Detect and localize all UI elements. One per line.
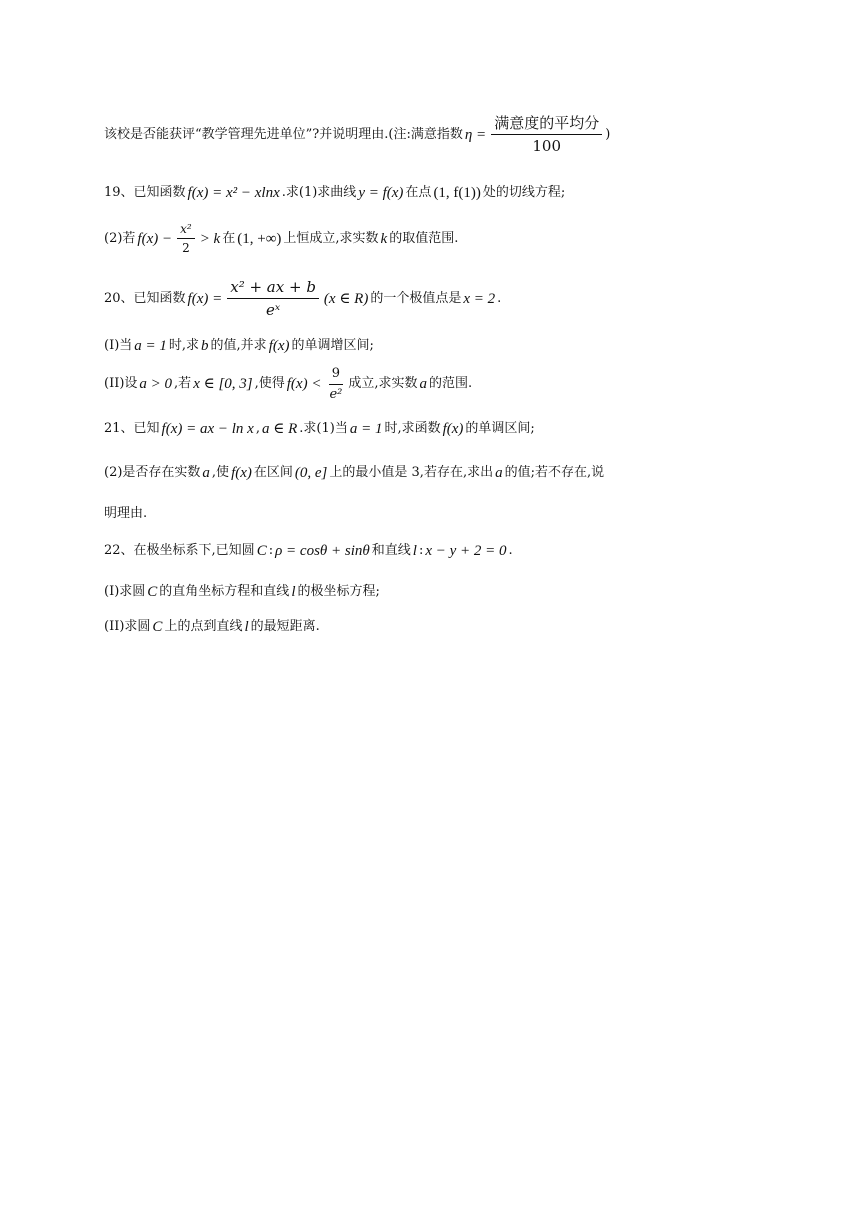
q20-part2-b: ,若: [174, 376, 192, 392]
q22-colon-1: :: [268, 543, 274, 559]
q20-part2-c: ,使得: [254, 376, 285, 392]
q19-text-b: .求(1)求曲线: [281, 185, 357, 201]
q21-part2-var: a: [202, 465, 210, 481]
q19-point: (1, f(1)): [433, 185, 481, 201]
q20-part1-d: 的单调增区间;: [291, 338, 374, 354]
q20-text-c: .: [497, 290, 502, 306]
q21-part2-d: 上的最小值是 3,若存在,求出: [329, 465, 494, 481]
q20-intro: 20、已知函数: [104, 290, 186, 306]
q19-part2-b: 在: [222, 231, 236, 247]
q20-part2-intro: (II)设: [104, 376, 138, 392]
q19-part2-c: 上恒成立,求实数: [283, 231, 379, 247]
q20-part1-cond: a = 1: [134, 338, 167, 354]
q21-line3: [104, 506, 764, 522]
q21-fx: f(x): [442, 421, 464, 437]
q21-cond: a = 1: [349, 421, 383, 437]
q18-close: ): [605, 126, 611, 142]
q18-text: 该校是否能获评“教学管理先进单位”?并说明理由.(注:满意指数: [104, 126, 463, 142]
q20-part2-frac-num: 9: [329, 366, 343, 385]
q22-part1: [104, 583, 764, 601]
q22-part1-C: C: [147, 584, 158, 600]
q18-fraction: [491, 114, 602, 155]
q20-part2-d: 成立,求实数: [348, 376, 418, 392]
q20-part1-intro: (I)当: [104, 338, 133, 354]
q22-part2-l: l: [244, 619, 249, 635]
q22-line-eq: x − y + 2 = 0: [425, 543, 507, 559]
q22-part2-C: C: [152, 619, 163, 635]
q19-line1: [104, 184, 764, 202]
q21-text-d: 的单调区间;: [465, 421, 535, 437]
q19-var-k: k: [380, 230, 388, 247]
q22-colon-2: :: [418, 543, 424, 559]
q20-text-b: 的一个极值点是: [370, 290, 462, 306]
q21-text-c: 时,求函数: [384, 421, 441, 437]
q20-part2-ineq: f(x) <: [286, 376, 322, 393]
q20-part1-b: 时,求: [168, 338, 200, 354]
q19-fraction: [177, 222, 195, 256]
q20-part2-x: x ∈ [0, 3]: [193, 376, 253, 393]
q20-part1: [104, 337, 764, 355]
q19-function: f(x) = x² − xlnx: [187, 185, 280, 201]
q22-period: .: [508, 543, 513, 559]
q22-part1-intro: (I)求圆: [104, 584, 146, 600]
q21-part2-fx: f(x): [231, 465, 252, 481]
q20-part2-e: 的范围.: [429, 376, 473, 392]
q20-line1: [104, 278, 764, 319]
q21-part2-var2: a: [495, 465, 503, 481]
q20-fraction: [227, 278, 319, 319]
q19-expr-left: f(x) −: [137, 230, 173, 247]
q21-line2: [104, 464, 764, 482]
q19-part2-d: 的取值范围.: [389, 231, 459, 247]
q19-intro: 19、已知函数: [104, 185, 186, 201]
q19-frac-num: x²: [177, 222, 195, 239]
q19-expr-right: > k: [199, 230, 221, 247]
q19-interval: (1, +∞): [237, 230, 282, 247]
q19-curve: y = f(x): [358, 185, 404, 201]
q20-frac-den: eˣ: [265, 301, 281, 319]
q20-part2-var: a: [419, 376, 427, 393]
q21-part2-interval: (0, e]: [294, 465, 328, 481]
q22-part1-b: 的直角坐标方程和直线: [159, 584, 290, 600]
q18-frac-num: 满意度的平均分: [491, 114, 602, 135]
q21-part2-tail: 明理由.: [104, 506, 148, 521]
q21-function: f(x) = ax − ln x: [161, 421, 254, 437]
q20-part2-frac-den: e²: [329, 386, 343, 402]
q19-text-d: 处的切线方程;: [482, 185, 566, 201]
q19-text-c: 在点: [405, 185, 432, 201]
q18-tail-line: [104, 114, 764, 155]
q20-part1-fx: f(x): [268, 338, 290, 354]
q22-line-l: l: [412, 543, 417, 559]
q21-domain: a ∈ R: [261, 421, 298, 437]
q22-part2-c: 的最短距离.: [250, 619, 320, 635]
q21-part2-c: 在区间: [253, 465, 293, 481]
q21-part2-intro: (2)是否存在实数: [104, 465, 201, 481]
q22-part2-intro: (II)求圆: [104, 619, 151, 635]
q18-eta: η =: [464, 126, 487, 143]
q21-sep: ,: [255, 421, 260, 437]
q22-line1: [104, 542, 764, 560]
q21-text-b: .求(1)当: [299, 421, 348, 437]
q22-part1-l: l: [291, 584, 296, 600]
q21-line1: [104, 420, 764, 438]
q21-part2-b: ,使: [211, 465, 230, 481]
q22-intro: 22、在极坐标系下,已知圆: [104, 543, 255, 559]
q19-frac-den: 2: [182, 241, 190, 256]
q22-part1-c: 的极坐标方程;: [297, 584, 380, 600]
q22-text-c: 和直线: [371, 543, 411, 559]
q20-domain: (x ∈ R): [323, 290, 369, 307]
q19-part2-intro: (2)若: [104, 231, 136, 247]
q22-part2: [104, 618, 764, 636]
q20-part1-var: b: [201, 338, 209, 354]
q22-part2-b: 上的点到直线: [164, 619, 243, 635]
q20-part2-fraction: [326, 366, 345, 402]
q20-extreme-point: x = 2: [463, 290, 496, 307]
q18-frac-den: 100: [532, 137, 562, 155]
q19-line2: [104, 222, 764, 256]
q20-frac-num: x² + ax + b: [227, 278, 319, 299]
q22-circle-C: C: [256, 543, 267, 559]
q21-intro: 21、已知: [104, 421, 160, 437]
q20-function: f(x) =: [187, 290, 223, 307]
q20-part2: [104, 366, 764, 402]
q21-part2-e: 的值;若不存在,说: [504, 465, 605, 481]
q22-polar-eq: ρ = cosθ + sinθ: [275, 543, 370, 559]
q20-part2-cond: a > 0: [139, 376, 173, 393]
q20-part1-c: 的值,并求: [210, 338, 267, 354]
